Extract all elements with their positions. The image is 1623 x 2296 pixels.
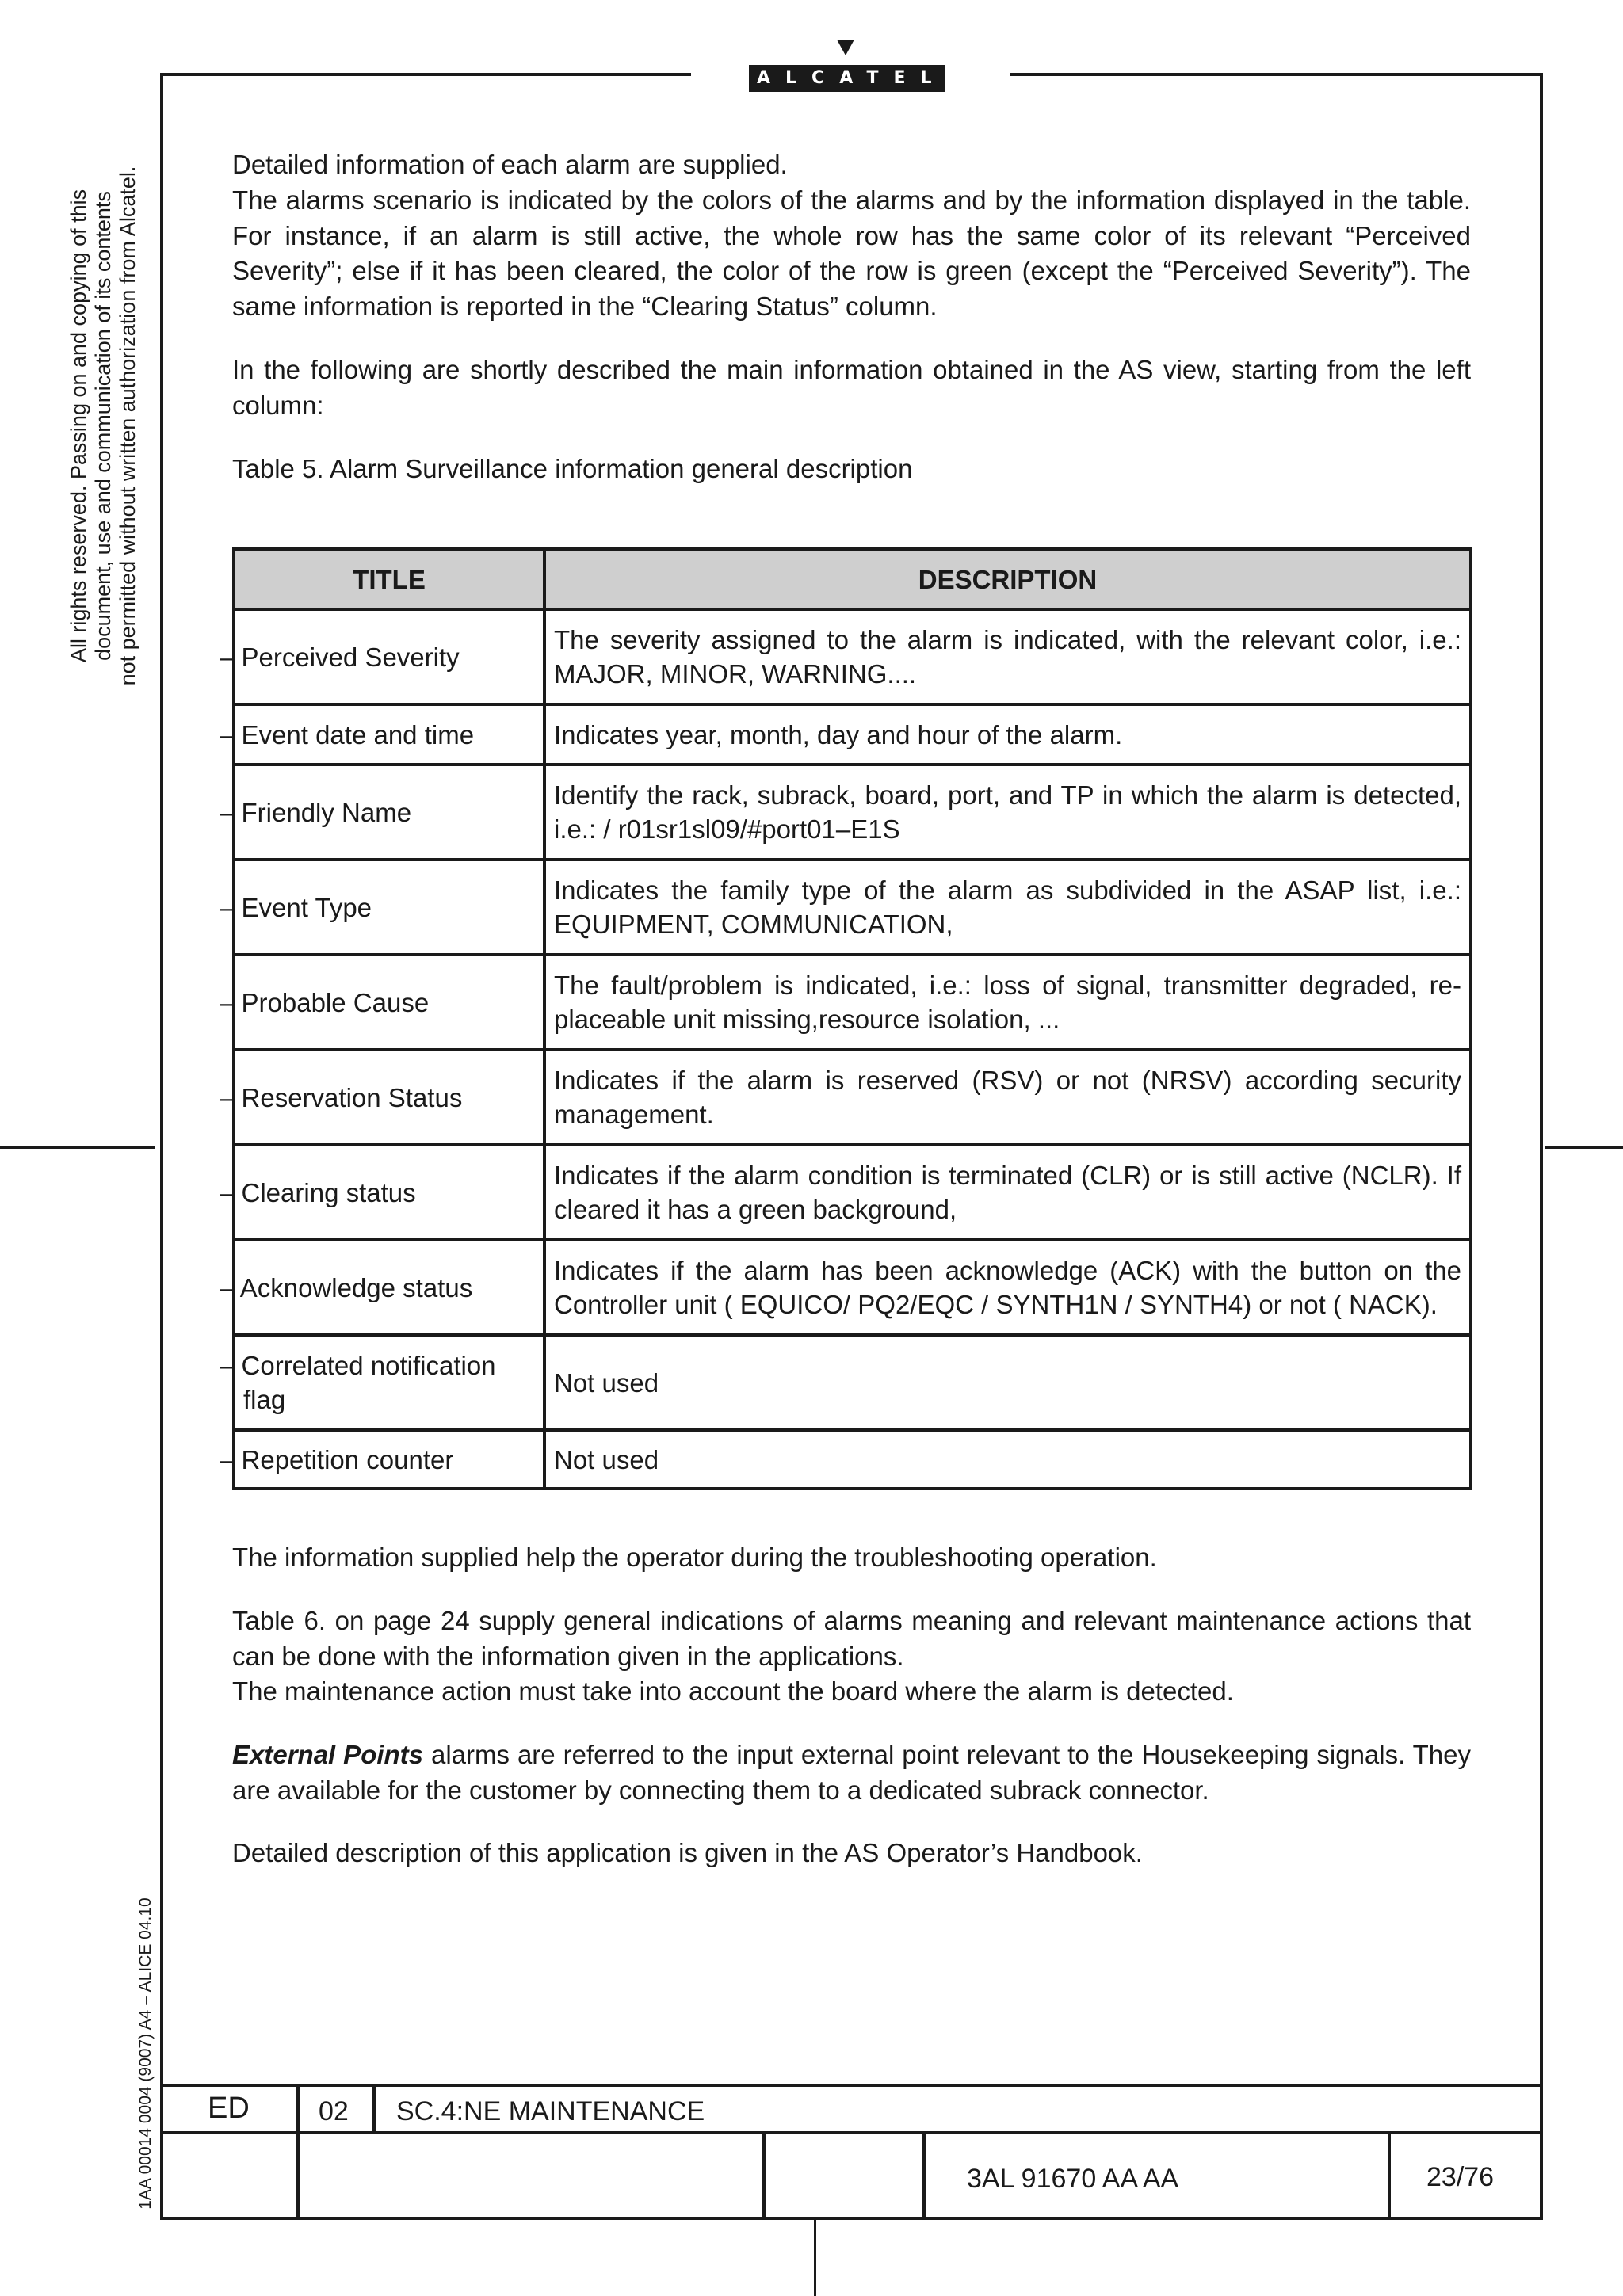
table-row <box>234 1335 1471 1430</box>
table-row <box>234 704 1471 765</box>
maintenance-paragraph: The maintenance action must take into account the board where the alarm is detected. <box>232 1676 1234 1706</box>
page-frame-top-left <box>160 73 691 76</box>
row-title: – Event Type <box>234 860 544 955</box>
row-description: Not used <box>544 1335 1471 1430</box>
fold-mark-right <box>1545 1146 1623 1149</box>
external-points-text: alarms are referred to the input external point relevant to the Housekeeping signals. They are available for the customer by connecting them to a dedicated subrack connector. <box>232 1740 1472 1805</box>
table-row <box>234 1145 1471 1240</box>
page-frame-right <box>1540 73 1543 2220</box>
logo-text: ALCATEL <box>749 65 945 92</box>
troubleshooting-paragraph: The information supplied help the operator during the troubleshooting operation. <box>232 1543 1157 1572</box>
row-title: – Event date and time <box>234 704 544 765</box>
footer-section: SC.4:NE MAINTENANCE <box>396 2096 705 2126</box>
row-title: – Friendly Name <box>234 765 544 860</box>
footer-divider <box>762 2131 766 2218</box>
header-title: TITLE <box>234 549 544 609</box>
table-row <box>234 1240 1471 1335</box>
row-description: The severity assigned to the alarm is indicated, with the relevant color, i.e.: MAJOR, MINOR, WARNING.... <box>544 609 1471 704</box>
table-row <box>234 609 1471 704</box>
footer-doc-code: 3AL 91670 AA AA <box>967 2164 1179 2194</box>
row-title: – Reservation Status <box>234 1050 544 1145</box>
row-title: – Probable Cause <box>234 955 544 1050</box>
footer-divider <box>922 2131 926 2218</box>
logo-arrow-icon <box>837 40 854 55</box>
page-frame-bottom <box>160 2217 1543 2220</box>
footer-ed-label: ED <box>208 2092 250 2125</box>
footer-ed-value: 02 <box>319 2096 349 2126</box>
row-title: – Acknowledge status <box>234 1240 544 1335</box>
table-row <box>234 1050 1471 1145</box>
fold-mark-bottom <box>814 2220 816 2296</box>
footer-rule-middle <box>163 2131 1540 2134</box>
form-code: 1AA 00014 0004 (9007) A4 – ALICE 04.10 <box>136 1897 155 2210</box>
row-title: – Correlated notification flag <box>234 1335 544 1430</box>
row-title: – Perceived Severity <box>234 609 544 704</box>
table6-paragraph: Table 6. on page 24 supply general indications of alarms meaning and relevant maintenance actions that can be done with the information given in the applications. <box>232 1606 1471 1671</box>
row-description: Indicates if the alarm has been acknowledge (ACK) with the button on the Controller unit ( EQUICO/ PQ2/EQC / SYNTH1N / SYNTH4) or not ( NACK). <box>544 1240 1471 1335</box>
row-description: Indicates if the alarm condition is terminated (CLR) or is still active (NCLR). If cleared it has a green background, <box>544 1145 1471 1240</box>
handbook-paragraph: Detailed description of this application is given in the AS Operator’s Handbook. <box>232 1838 1143 1867</box>
alcatel-logo <box>749 36 945 95</box>
table-row <box>234 955 1471 1050</box>
table-header-row <box>234 549 1471 609</box>
row-title: – Repetition counter <box>234 1430 544 1489</box>
page-frame-top-right <box>1010 73 1543 76</box>
table-row <box>234 1430 1471 1489</box>
row-description: Not used <box>544 1430 1471 1489</box>
row-description: Indicates the family type of the alarm as subdivided in the ASAP list, i.e.: EQUIPMENT, COMMUNICATION, <box>544 860 1471 955</box>
row-description: Identify the rack, subrack, board, port, and TP in which the alarm is detected, i.e.: / r01sr1sl09/#port01–E1S <box>544 765 1471 860</box>
header-description: DESCRIPTION <box>544 549 1471 609</box>
external-points-paragraph <box>232 1737 1471 1808</box>
footer-divider <box>296 2084 300 2218</box>
alarm-info-table <box>220 547 1472 1490</box>
copyright-line-2: document, use and communication of its contents <box>91 191 115 661</box>
footer-rule-top <box>163 2084 1540 2087</box>
copyright-line-3: not permitted without written authorization from Alcatel. <box>116 166 139 686</box>
external-points-term: External Points <box>232 1740 424 1769</box>
row-description: The fault/problem is indicated, i.e.: loss of signal, transmitter degraded, re- placeable unit missing,resource isolation, ... <box>544 955 1471 1050</box>
intro-line: Detailed information of each alarm are supplied. <box>232 150 788 179</box>
table-row <box>234 765 1471 860</box>
footer-divider <box>1388 2131 1391 2218</box>
row-description: Indicates if the alarm is reserved (RSV) or not (NRSV) according security management. <box>544 1050 1471 1145</box>
copyright-notice <box>67 16 162 836</box>
row-title: – Clearing status <box>234 1145 544 1240</box>
copyright-line-1: All rights reserved. Passing on and copying of this <box>67 189 90 663</box>
footer-divider <box>372 2084 376 2134</box>
fold-mark-left <box>0 1146 155 1149</box>
table-row <box>234 860 1471 955</box>
row-description: Indicates year, month, day and hour of the alarm. <box>544 704 1471 765</box>
footer-page-number: 23/76 <box>1426 2162 1495 2192</box>
intro-paragraph: The alarms scenario is indicated by the colors of the alarms and by the information displayed in the table. For instance, if an alarm is still active, the whole row has the same color of its relevant “Perceived Severity”; else if it has been cleared, the color of the row is green (except the “Perceived Severity”). The same information is reported in the “Clearing Status” column. <box>232 185 1471 321</box>
following-paragraph: In the following are shortly described the main information obtained in the AS view, starting from the left column: <box>232 355 1471 420</box>
table-caption: Table 5. Alarm Surveillance information general description <box>232 454 913 483</box>
